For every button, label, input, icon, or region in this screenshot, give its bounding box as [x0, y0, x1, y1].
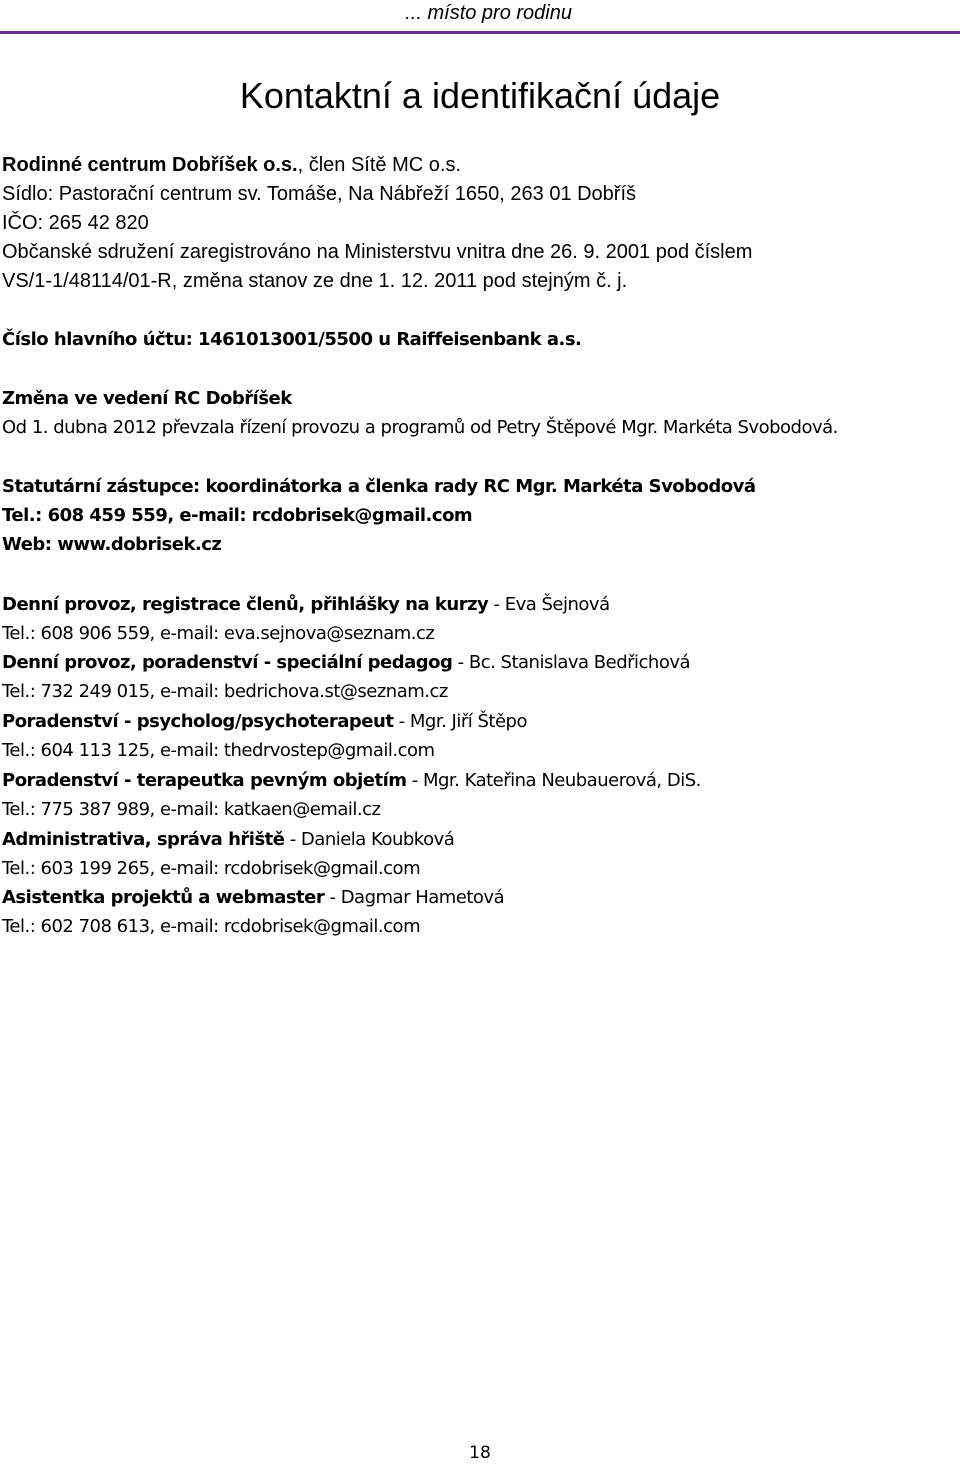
contact-person: - Bc. Stanislava Bedřichová	[452, 652, 691, 673]
contact-role-line	[2, 592, 610, 618]
org-ico: IČO: 265 42 820	[2, 212, 149, 234]
contact-role: Administrativa, správa hřiště	[2, 829, 285, 850]
contact-role-line	[2, 827, 454, 853]
org-member: , člen Sítě MC o.s.	[297, 154, 461, 176]
contact-role: Denní provoz, poradenství - speciální pedagog	[2, 652, 453, 673]
main-account: Číslo hlavního účtu: 1461013001/5500 u Raiffeisenbank a.s.	[2, 329, 582, 350]
contact-details: Tel.: 602 708 613, e-mail: rcdobrisek@gmail.com	[2, 916, 421, 937]
contact-role-line	[2, 885, 504, 911]
page-title: Kontaktní a identifikační údaje	[239, 75, 721, 116]
header-text: ... místo pro rodinu	[405, 2, 572, 24]
contact-role: Denní provoz, registrace členů, přihlášky na kurzy	[2, 594, 489, 615]
contact-person: - Dagmar Hametová	[324, 887, 505, 908]
contact-person: - Eva Šejnová	[488, 594, 610, 615]
org-registration-1: Občanské sdružení zaregistrováno na Ministerstvu vnitra dne 26. 9. 2001 pod číslem	[2, 241, 753, 263]
change-text: Od 1. dubna 2012 převzala řízení provozu a programů od Petry Štěpové Mgr. Markéta Svobodová.	[2, 417, 838, 438]
contact-role-line	[2, 709, 527, 735]
contact-role: Asistentka projektů a webmaster	[2, 887, 325, 908]
org-seat: Sídlo: Pastorační centrum sv. Tomáše, Na Nábřeží 1650, 263 01 Dobříš	[2, 183, 637, 205]
contact-role: Poradenství - terapeutka pevným objetím	[2, 770, 407, 791]
contact-role-line	[2, 650, 690, 676]
contact-person: - Mgr. Jiří Štěpo	[393, 711, 527, 732]
org-name: Rodinné centrum Dobříšek o.s.	[2, 154, 298, 176]
contact-person: - Daniela Koubková	[284, 829, 455, 850]
page-number: 18	[469, 1443, 491, 1463]
statutory-contact: Tel.: 608 459 559, e-mail: rcdobrisek@gmail.com	[2, 505, 473, 526]
contact-role: Poradenství - psycholog/psychoterapeut	[2, 711, 394, 732]
contact-details: Tel.: 603 199 265, e-mail: rcdobrisek@gmail.com	[2, 858, 421, 879]
contact-details: Tel.: 604 113 125, e-mail: thedrvostep@gmail.com	[2, 740, 435, 761]
contact-role-line	[2, 768, 701, 794]
contact-details: Tel.: 608 906 559, e-mail: eva.sejnova@seznam.cz	[2, 623, 435, 644]
statutory-heading: Statutární zástupce: koordinátorka a členka rady RC Mgr. Markéta Svobodová	[2, 476, 756, 497]
page-header	[0, 0, 960, 34]
org-registration-2: VS/1-1/48114/01-R, změna stanov ze dne 1. 12. 2011 pod stejným č. j.	[2, 270, 628, 292]
org-name-line	[2, 152, 461, 178]
statutory-web: Web: www.dobrisek.cz	[2, 534, 222, 555]
contact-details: Tel.: 775 387 989, e-mail: katkaen@email.cz	[2, 799, 381, 820]
change-heading: Změna ve vedení RC Dobříšek	[2, 388, 292, 409]
contact-details: Tel.: 732 249 015, e-mail: bedrichova.st@seznam.cz	[2, 681, 448, 702]
contact-person: - Mgr. Kateřina Neubauerová, DiS.	[406, 770, 701, 791]
